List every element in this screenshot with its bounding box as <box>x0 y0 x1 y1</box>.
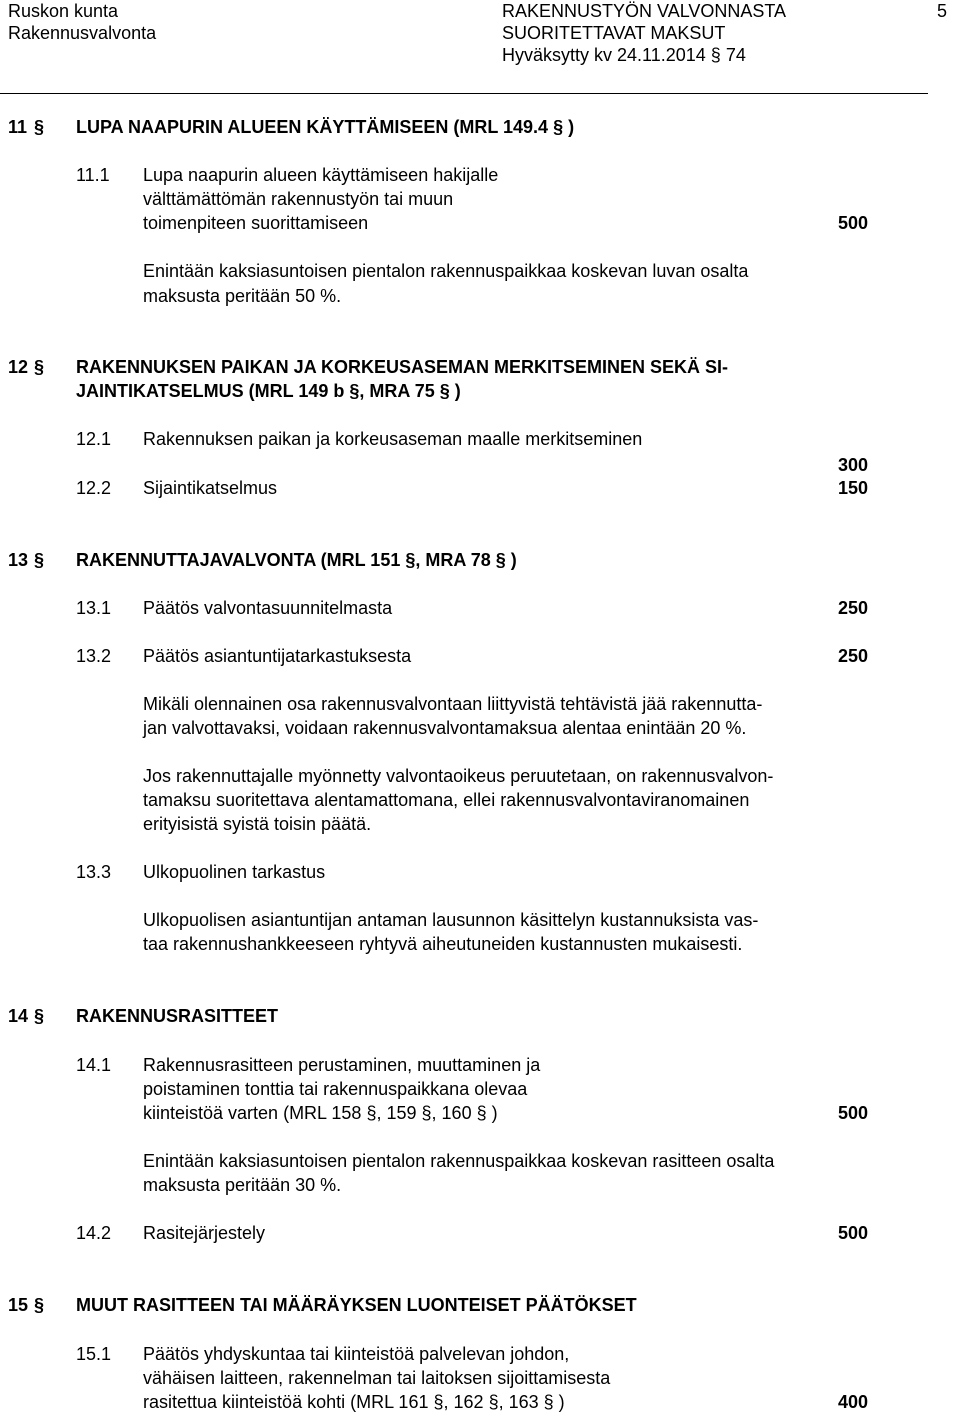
item-13-1-number: 13.1 <box>76 598 112 618</box>
header-approved <box>502 46 746 64</box>
header-municipality: Ruskon kunta <box>8 1 119 21</box>
section-13-title-close: ) <box>510 550 517 570</box>
item-15-1-line3-d: ) <box>558 1392 565 1412</box>
section-12-title-line1: RAKENNUKSEN PAIKAN JA KORKEUSASEMAN MERKITSEMINEN SEKÄ SI- <box>76 357 729 377</box>
section-sign-icon: § <box>433 1392 444 1412</box>
item-11-1-line2: välttämättömän rakennustyön tai muun <box>143 189 454 209</box>
header-doc-subtitle: SUORITETTAVAT MAKSUT <box>502 23 726 43</box>
section-11-number: 11 <box>8 117 28 137</box>
item-11-1-line1: Lupa naapurin alueen käyttämiseen hakijalle <box>143 165 499 185</box>
item-13-3-number: 13.3 <box>76 862 112 882</box>
para-13-b-line3: erityisistä syistä toisin päätä. <box>143 814 372 834</box>
item-15-1-line3-b: , 162 <box>443 1392 484 1412</box>
section-11-title-text: LUPA NAAPURIN ALUEEN KÄYTTÄMISEEN (MRL 149.4 <box>76 117 549 137</box>
section-15-number: 15 <box>8 1295 29 1315</box>
section-14-title: RAKENNUSRASITTEET <box>76 1006 279 1026</box>
item-12-1-number: 12.1 <box>76 429 112 449</box>
para-13-a-line2: jan valvottavaksi, voidaan rakennusvalvontamaksua alentaa enintään 20 %. <box>143 718 747 738</box>
approved-paragraph: 74 <box>725 45 746 65</box>
section-sign-icon: § <box>349 381 360 401</box>
item-15-1-line3-a: rasitettua kiinteistöä kohti (MRL 161 <box>143 1392 429 1412</box>
section-12-number: 12 <box>8 357 29 377</box>
section-sign-icon: § <box>34 117 45 137</box>
section-13-title-text: RAKENNUTTAJAVALVONTA (MRL 151 <box>76 550 401 570</box>
section-sign-icon: § <box>34 1295 45 1315</box>
page-number: 5 <box>937 1 948 21</box>
item-12-2-text: Sijaintikatselmus <box>143 478 278 498</box>
item-14-1-line1: Rakennusrasitteen perustaminen, muuttaminen ja <box>143 1055 541 1075</box>
section-11-title-close: ) <box>568 117 575 137</box>
note-14-line2: maksusta peritään 30 %. <box>143 1175 342 1195</box>
item-11-1-fee: 500 <box>837 213 868 233</box>
section-sign-icon: § <box>405 550 416 570</box>
item-11-1-number: 11.1 <box>76 165 110 185</box>
note-11-line1: Enintään kaksiasuntoisen pientalon rakennuspaikkaa koskevan luvan osalta <box>143 261 749 281</box>
para-13-a-line1: Mikäli olennainen osa rakennusvalvontaan liittyvistä tehtävistä jää rakennutta- <box>143 694 763 714</box>
item-15-1-line3 <box>143 1393 565 1411</box>
item-14-1-line3 <box>143 1104 498 1122</box>
section-sign-icon: § <box>439 381 450 401</box>
section-13-number: 13 <box>8 550 29 570</box>
section-sign-icon: § <box>366 1103 377 1123</box>
section-sign-icon: § <box>710 45 721 65</box>
section-12-title-line2 <box>76 382 461 400</box>
item-12-1-text: Rakennuksen paikan ja korkeusaseman maalle merkitseminen <box>143 429 643 449</box>
item-13-3-text: Ulkopuolinen tarkastus <box>143 862 326 882</box>
section-sign-icon: § <box>34 357 45 377</box>
item-14-2-text: Rasitejärjestely <box>143 1223 266 1243</box>
item-15-1-line2: vähäisen laitteen, rakennelman tai laitoksen sijoittamisesta <box>143 1368 611 1388</box>
section-14-number: 14 <box>8 1006 29 1026</box>
item-12-2-number: 12.2 <box>76 478 112 498</box>
item-12-2-fee: 150 <box>837 478 868 498</box>
header-department: Rakennusvalvonta <box>8 23 157 43</box>
para-13-b-line2: tamaksu suoritettava alentamattomana, ellei rakennusvalvontaviranomainen <box>143 790 750 810</box>
item-11-1-line3: toimenpiteen suorittamiseen <box>143 213 369 233</box>
section-13-title-text-b: , MRA 78 <box>415 550 491 570</box>
para-13-c-line1: Ulkopuolisen asiantuntijan antaman lausunnon käsittelyn kustannuksista vas- <box>143 910 759 930</box>
item-13-2-fee: 250 <box>837 646 868 666</box>
item-13-1-text: Päätös valvontasuunnitelmasta <box>143 598 393 618</box>
item-14-2-fee: 500 <box>837 1223 868 1243</box>
header-divider <box>0 93 928 94</box>
header-doc-title: RAKENNUSTYÖN VALVONNASTA <box>502 1 787 21</box>
para-13-c-line2: taa rakennushankkeeseen ryhtyvä aiheutuneiden kustannusten mukaisesti. <box>143 934 743 954</box>
item-15-1-number: 15.1 <box>76 1344 112 1364</box>
item-15-1-line1: Päätös yhdyskuntaa tai kiinteistöä palvelevan johdon, <box>143 1344 570 1364</box>
item-14-1-line3-c: , 160 <box>431 1103 472 1123</box>
item-15-1-fee: 400 <box>837 1392 868 1412</box>
item-13-1-fee: 250 <box>837 598 868 618</box>
section-11-title <box>76 118 574 136</box>
section-12-title-text-b: , MRA 75 <box>359 381 435 401</box>
section-sign-icon: § <box>543 1392 554 1412</box>
section-sign-icon: § <box>34 550 45 570</box>
item-14-1-line2: poistaminen tonttia tai rakennuspaikkana olevaa <box>143 1079 528 1099</box>
item-13-2-text: Päätös asiantuntijatarkastuksesta <box>143 646 412 666</box>
section-15-title: MUUT RASITTEEN TAI MÄÄRÄYKSEN LUONTEISET PÄÄTÖKSET <box>76 1295 637 1315</box>
section-12-title-close: ) <box>454 381 461 401</box>
item-12-1-fee: 300 <box>837 455 868 475</box>
section-12-title-text: JAINTIKATSELMUS (MRL 149 b <box>76 381 345 401</box>
section-13-title <box>76 551 517 569</box>
item-14-1-line3-a: kiinteistöä varten (MRL 158 <box>143 1103 362 1123</box>
item-14-2-number: 14.2 <box>76 1223 112 1243</box>
section-sign-icon: § <box>34 1006 45 1026</box>
section-sign-icon: § <box>495 550 506 570</box>
approved-date: Hyväksytty kv 24.11.2014 <box>502 45 706 65</box>
item-15-1-line3-c: , 163 <box>498 1392 539 1412</box>
item-14-1-number: 14.1 <box>76 1055 112 1075</box>
section-sign-icon: § <box>488 1392 499 1412</box>
note-14-line1: Enintään kaksiasuntoisen pientalon rakennuspaikkaa koskevan rasitteen osalta <box>143 1151 775 1171</box>
para-13-b-line1: Jos rakennuttajalle myönnetty valvontaoikeus peruutetaan, on rakennusvalvon- <box>143 766 774 786</box>
section-sign-icon: § <box>553 117 564 137</box>
note-11-line2: maksusta peritään 50 %. <box>143 286 342 306</box>
section-sign-icon: § <box>421 1103 432 1123</box>
section-sign-icon: § <box>476 1103 487 1123</box>
item-13-2-number: 13.2 <box>76 646 112 666</box>
item-14-1-line3-d: ) <box>491 1103 498 1123</box>
item-14-1-line3-b: , 159 <box>376 1103 417 1123</box>
item-14-1-fee: 500 <box>837 1103 868 1123</box>
